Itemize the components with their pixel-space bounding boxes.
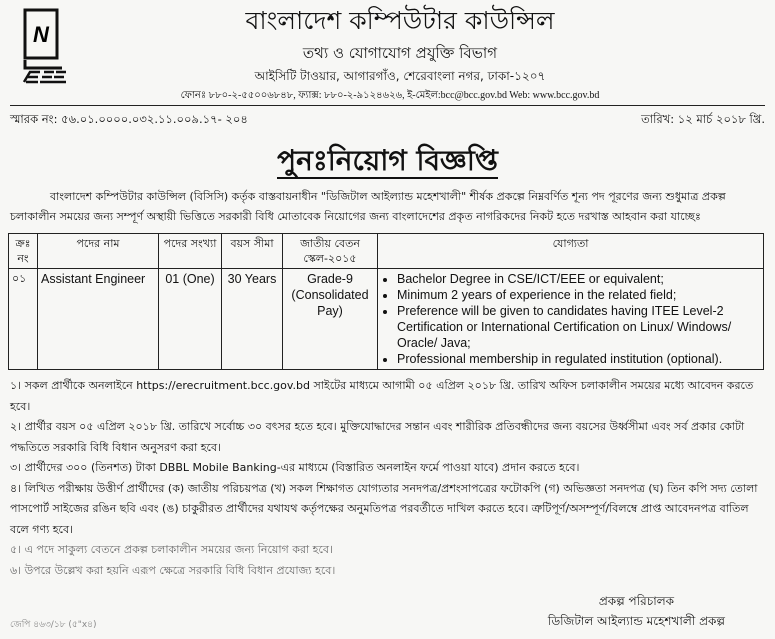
signatory-title: প্রকল্প পরিচালক — [598, 594, 675, 608]
grade-cell: Grade-9 (Consolidated Pay) — [283, 269, 378, 370]
svg-text:N: N — [33, 22, 49, 47]
signature-block — [548, 591, 725, 631]
divider — [10, 105, 765, 106]
instruction-item: ১। সকল প্রার্থীকে অনলাইনে https://erecruitment.bcc.gov.bd সাইটের মাধ্যমে আগামী ০৫ এপ্রিল ২০১৮ খ্রি. তারিখ অফিস চলাকালীন সময়ের মধ্যে আবেদন করতে হবে। — [10, 379, 754, 413]
post-cell: Assistant Engineer — [38, 269, 159, 370]
instruction-item: ৫। এ পদে সাকুল্য বেতনে প্রকল্প চলাকালীন সময়ের জন্য নিয়োগ করা হবে। — [10, 543, 333, 556]
instructions-list — [10, 376, 765, 581]
instruction-item: ৬। উপরে উল্লেখ করা হয়নি এরূপ ক্ষেত্রে সরকারি বিধি বিধান প্রযোজ্য হবে। — [10, 563, 336, 577]
department: তথ্য ও যোগাযোগ প্রযুক্তি বিভাগ — [302, 44, 498, 62]
qualification-item: • Professional membership in regulated institution (optional). — [397, 351, 760, 367]
col-header-qualification: যোগ্যতা — [378, 234, 764, 269]
table-header-row — [9, 234, 764, 269]
title-text: পুনঃনিয়োগ বিজ্ঞপ্তি — [277, 144, 498, 177]
instruction-item: ৪। লিখিত পরীক্ষায় উত্তীর্ণ প্রার্থীদের (ক) জাতীয় পরিচয়পত্র (খ) সকল শিক্ষাগত যোগ্যতার সনদপত্র/প্রশংসাপত্রের ফটোকপি (গ) অভিজ্ঞতা সনদপত্র (ঘ) তিন কপি সদ্য তোলা পাসপোর্ট সাইজের রঙিন ছবি এবং (ঙ) চাকুরীরত প্রার্থীদের যথাযথ কর্তৃপক্ষের অনুমতিপত্র পরবর্তীতে দাখিল করতে হবে। ত্রুটিপূর্ণ/অসম্পূর্ণ/বিলম্বে প্রাপ্ত আবেদনপত্র বাতিল বলে গণ্য হবে। — [10, 481, 758, 536]
table-row — [9, 269, 764, 370]
contact-info: ফোনঃ ৮৮০-২-৫৫০০৬৮৪৮, ফ্যাক্স: ৮৮০-২-৯১২৪৬২৬, ই-মেইল:bcc@bcc.gov.bd Web: www.bcc.gov.bd — [180, 90, 600, 101]
instruction-item: ৩। প্রার্থীদের ৩০০ (তিনশত) টাকা DBBL Mobile Banking-এর মাধ্যমে (বিস্তারিত অনলাইন ফর্মে পাওয়া যাবে) প্রদান করতে হবে। — [10, 461, 580, 474]
col-header-age: বয়স সীমা — [222, 234, 283, 269]
org-name: বাংলাদেশ কম্পিউটার কাউন্সিল — [245, 6, 555, 35]
intro-paragraph: বাংলাদেশ কম্পিউটার কাউন্সিল (বিসিসি) কর্তৃক বাস্তবায়নাধীন "ডিজিটাল আইল্যান্ড মহেশখালী" শীর্ষক প্রকল্পে নিম্নবর্ণিত শূন্য পদ পূরণের জন্য শুধুমাত্র প্রকল্প চলাকালীন সময়ের জন্য সম্পূর্ণ অস্থায়ী ভিত্তিতে সরকারী বিধি মোতাবেক নিয়োগের জন্য বাংলাদেশের প্রকৃত নাগরিকদের নিকট হতে দরখাস্ত আহবান করা যাচ্ছেঃ — [10, 190, 726, 223]
address: আইসিটি টাওয়ার, আগারগাঁও, শেরেবাংলা নগর, ঢাকা-১২০৭ — [254, 69, 546, 83]
press-code: জেপি ৪৬৩/১৮ (৫"x৪) — [10, 620, 97, 630]
count-cell: 01 (One) — [159, 269, 222, 370]
col-header-count: পদের সংখ্যা — [159, 234, 222, 269]
memo-number: স্মারক নং: ৫৬.০১.০০০০.০৩২.১১.০০৯.১৭- ২০৪ — [10, 112, 248, 126]
footer — [10, 591, 765, 631]
col-header-serial: ক্রঃ নং — [9, 234, 38, 269]
memo-row — [10, 111, 765, 127]
qualification-item: • Preference will be given to candidates having ITEE Level-2 Certification or International Certification on Linux/ Windows/ Oracle/ Java; — [397, 303, 760, 351]
signatory-project: ডিজিটাল আইল্যান্ড মহেশখালী প্রকল্প — [547, 614, 725, 628]
qualification-item: • Bachelor Degree in CSE/ICT/EEE or equivalent; — [397, 271, 760, 287]
date: তারিখ: ১২ মার্চ ২০১৮ খ্রি. — [641, 112, 765, 126]
age-cell: 30 Years — [222, 269, 283, 370]
qualification-cell — [378, 269, 764, 370]
vacancy-table — [8, 233, 764, 370]
page-title — [10, 141, 765, 181]
qualification-item: • Minimum 2 years of experience in the related field; — [397, 287, 760, 303]
serial-cell: ০১ — [9, 269, 38, 370]
instruction-item: ২। প্রার্থীর বয়স ০৫ এপ্রিল ২০১৮ খ্রি. তারিখে সর্বোচ্চ ৩০ বৎসর হতে হবে। মুক্তিযোদ্ধাদের সন্তান এবং শারীরিক প্রতিবন্ধীদের জন্য বয়সের উর্ধ্বসীমা এবং সর্ব প্রকার কোটা পদ্ধতিতে সরকারি বিধি বিধান অনুসরণ করা হবে। — [10, 420, 745, 454]
col-header-pay-scale: জাতীয় বেতন স্কেল-২০১৫ — [283, 234, 378, 269]
bcc-logo-icon — [22, 8, 68, 84]
col-header-post: পদের নাম — [38, 234, 159, 269]
